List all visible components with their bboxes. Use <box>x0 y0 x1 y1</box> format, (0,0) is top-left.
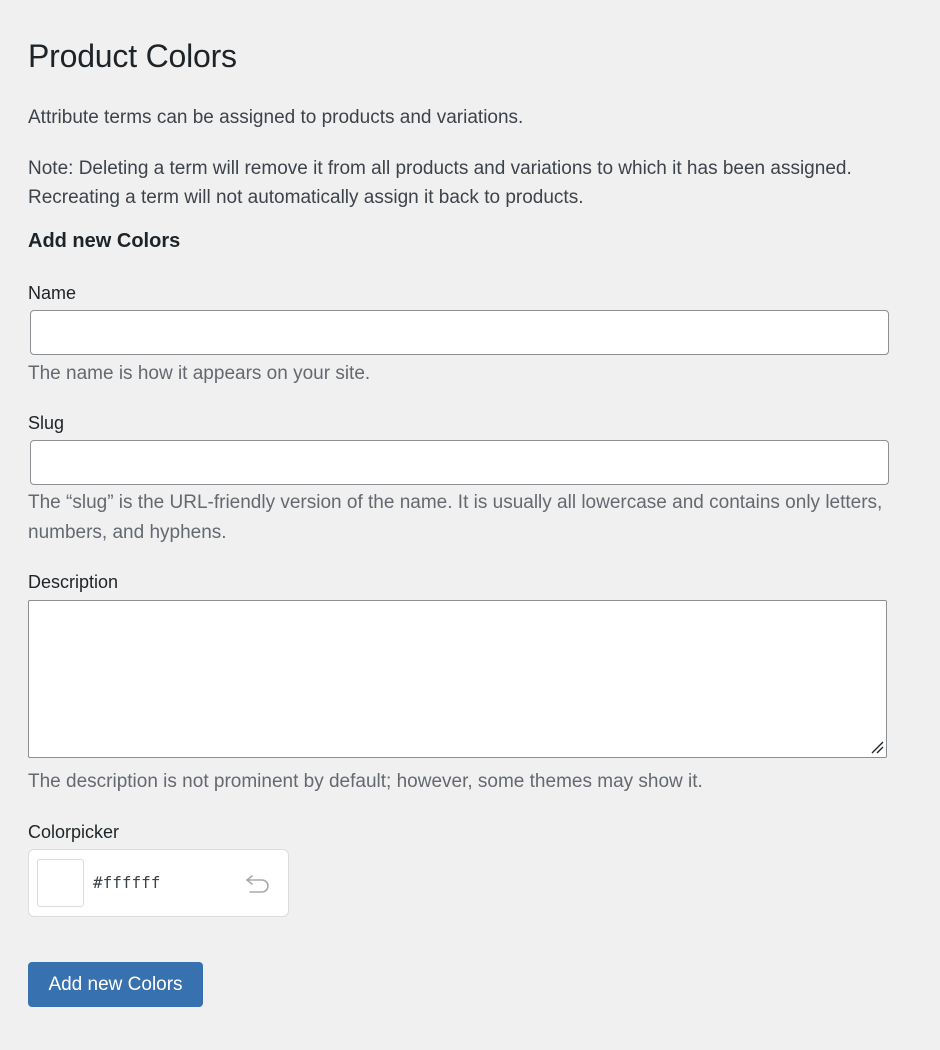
form-section-title: Add new Colors <box>28 230 181 252</box>
name-input[interactable] <box>30 310 889 355</box>
add-new-term-button[interactable]: Add new Colors <box>28 962 203 1007</box>
textarea-resize-grip-icon[interactable] <box>870 740 884 754</box>
color-hex-value[interactable]: #ffffff <box>93 873 161 892</box>
delete-note-text: Note: Deleting a term will remove it from all products and variations to which it has been assigned. Recreating a term will not automatically assign it back to products. <box>28 158 852 208</box>
name-label: Name <box>28 283 77 303</box>
undo-arrow-icon[interactable] <box>243 870 273 898</box>
slug-label: Slug <box>28 413 65 433</box>
description-textarea[interactable] <box>28 600 887 758</box>
color-swatch-button[interactable] <box>37 859 84 907</box>
colorpicker-control <box>28 849 289 917</box>
intro-text: Attribute terms can be assigned to products and variations. <box>28 107 524 128</box>
colorpicker-label: Colorpicker <box>28 822 120 842</box>
description-help-text: The description is not prominent by default; however, some themes may show it. <box>28 771 703 792</box>
page-title: Product Colors <box>28 38 237 74</box>
slug-input[interactable] <box>30 440 889 485</box>
slug-help-text: The “slug” is the URL-friendly version of the name. It is usually all lowercase and contains only letters, numbers, and hyphens. <box>28 492 883 543</box>
name-help-text: The name is how it appears on your site. <box>28 363 371 384</box>
description-label: Description <box>28 572 119 592</box>
